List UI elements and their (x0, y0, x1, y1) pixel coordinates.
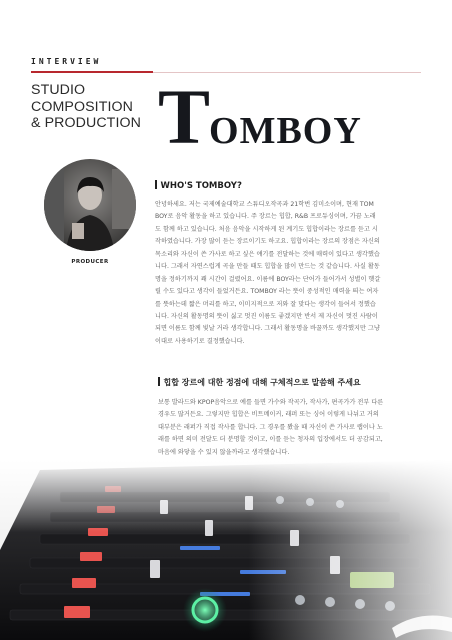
body-line: BOY로 음악 활동을 하고 있습니다. 주 장르는 힙합, R&B 프로듀싱이며, 가끔 노래 (155, 213, 376, 221)
body-line: 명을 정하기까지 꽤 시간이 걸렸어요. 이름에 BOY라는 단어가 들어가서 성별이 헷갈 (155, 275, 381, 283)
subtitle-line: COMPOSITION (31, 98, 133, 115)
kicker-rule (31, 71, 153, 73)
title-initial: T (158, 73, 210, 160)
body-line: 안녕하세요. 저는 국제예술대학교 스튜디오작곡과 21학번 김미소이며, 현재 TOM (155, 201, 374, 208)
heading-bar (155, 180, 157, 189)
body-line: 이대로 사용하기로 결정했습니다. (155, 337, 245, 345)
section-heading-hiphop (158, 377, 361, 388)
body-line: 마음에 와닿을 수 있지 않을까라고 생각했습니다. (158, 448, 290, 456)
body-line: 래를 하면 의미 전달도 더 분명할 것이고, 이를 듣는 청자의 입장에서도 더 공감되고, (158, 436, 383, 444)
body-line: 작하였습니다. 가장 많이 듣는 장르이기도 하고요. 힙합이라는 장르의 장점은 자신의 (155, 238, 380, 246)
body-line: 보통 발라드와 KPOP음악으로 예를 들면 가수와 작곡가, 작사가, 편곡가가 전부 다른 (158, 399, 384, 406)
body-line: 를 뜻하는데 짧은 머리를 하고, 이미지적으로 저와 잘 맞다는 생각이 들어서 정했습 (155, 300, 376, 308)
body-line: 목소리와 자신이 쓴 가사로 하고 싶은 얘기를 전달하는 것에 매력이 있다고 생각했습 (155, 250, 380, 258)
heading-bar (158, 377, 160, 386)
title-rest: OMBOY (209, 110, 362, 152)
body-line: 도 함께 하고 있습니다. 처음 음악을 시작하게 된 계기도 힙합이라는 장르를 듣고 시 (155, 225, 378, 233)
portrait-photo (44, 159, 136, 251)
body-line: 니다. 그래서 자연스럽게 곡을 만들 때도 힙합을 많이 만드는 것 같습니다. 사실 활동 (155, 263, 380, 271)
section-heading-who (155, 180, 242, 191)
interview-kicker: INTERVIEW (31, 57, 102, 66)
kicker-rule-thin (153, 72, 421, 73)
section2-body (158, 397, 384, 459)
body-line: 니다. 자신의 활동명의 뜻이 싫고 멋진 이름도 좋겠지만 반서 제 자신이 멋진 사람이 (155, 312, 378, 320)
mixing-console-photo-icon (0, 460, 452, 640)
mixing-console-photo (0, 460, 452, 640)
section1-body (155, 199, 381, 348)
body-line: 대부분은 래퍼가 직접 작사를 합니다. 그 경우를 봤을 때 자신이 쓴 가사로 랩이나 노 (158, 423, 383, 431)
body-line: 경우도 많거든요. 그렇지만 힙합은 비트메이커, 래퍼 또는 싱어 이렇게 나뉘고 거의 (158, 411, 379, 419)
heading-text: 힙합 장르에 대한 정점에 대해 구체적으로 말씀해 주세요 (163, 378, 361, 387)
body-line: 릴 수도 있다고 생각이 들었거든요. TOMBOY 라는 뜻이 중성적인 매력을 띄는 여자 (155, 288, 379, 296)
portrait-photo-icon (44, 159, 136, 251)
subtitle-line: & PRODUCTION (31, 115, 141, 131)
subtitle (31, 82, 141, 132)
profile-caption: PRODUCER (71, 259, 109, 265)
page-title (158, 73, 362, 160)
body-line: 되면 이름도 함께 빛날 거라 생각합니다. 그래서 활동명을 바꿀까도 생각했지만 그냥 (155, 325, 380, 333)
subtitle-line: STUDIO (31, 82, 86, 98)
heading-text: WHO'S TOMBOY? (160, 181, 242, 191)
